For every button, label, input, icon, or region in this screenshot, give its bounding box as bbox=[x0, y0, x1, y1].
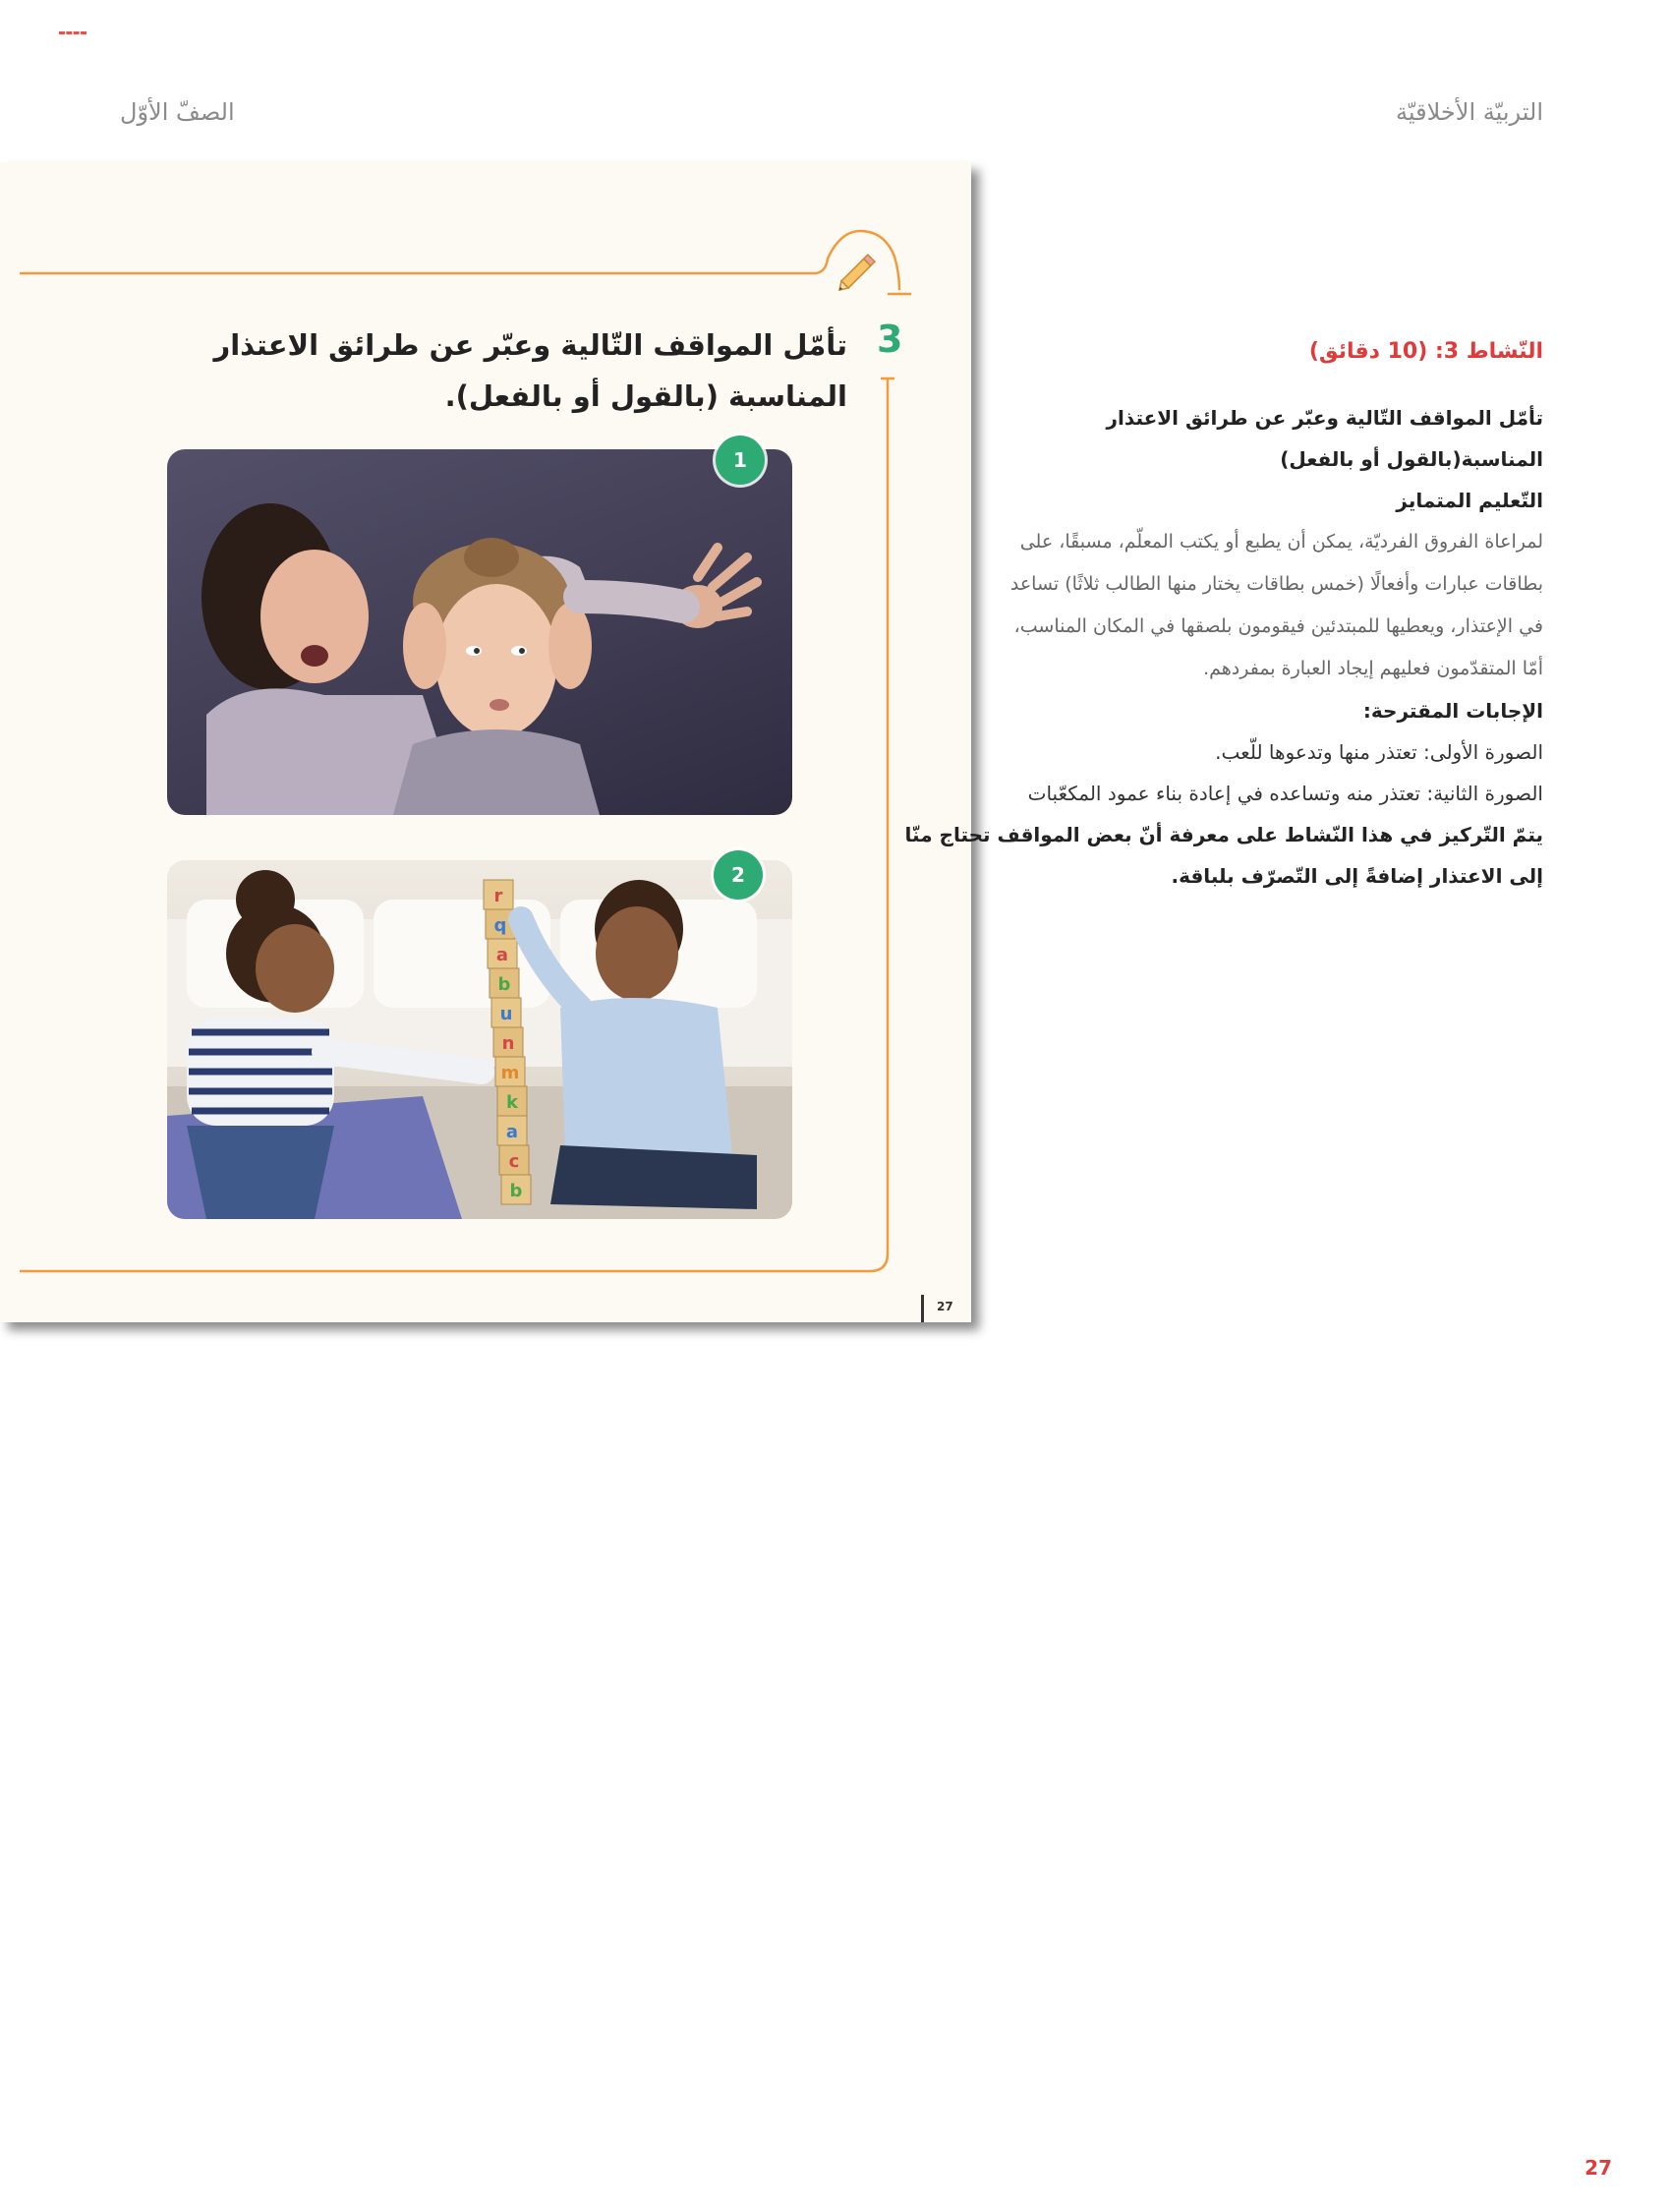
differentiation-title: التّعليم المتمايز bbox=[1396, 489, 1543, 512]
photo-arguing-women bbox=[167, 449, 792, 815]
focus-text: يتمّ التّركيز في هذا النّشاط على معرفة أنّ بعض المواقف تحتاج منّا إلى الاعتذار إضافةً إلى التّصرّف بلباقة. bbox=[904, 823, 1543, 888]
instruction-text: تأمّل المواقف التّالية وعبّر عن طرائق الاعتذار المناسبة(بالقول أو بالفعل) bbox=[1106, 406, 1543, 471]
photo-badge-2: 2 bbox=[714, 850, 763, 900]
photo-badge-1: 1 bbox=[716, 436, 765, 485]
header-grade: الصفّ الأوّل bbox=[120, 98, 235, 126]
footer-page-number: 27 bbox=[1585, 2156, 1612, 2180]
svg-text:k: k bbox=[506, 1092, 518, 1113]
answer-2: الصورة الثانية: تعتذر منه وتساعده في إعادة بناء عمود المكعّبات bbox=[1027, 782, 1543, 805]
teacher-notes bbox=[904, 339, 1543, 897]
answers-title: الإجابات المقترحة: bbox=[1362, 699, 1543, 723]
svg-text:c: c bbox=[508, 1151, 520, 1172]
activity-heading: النّشاط 3: (10 دقائق) bbox=[1308, 339, 1543, 364]
pencil-icon bbox=[834, 247, 883, 296]
differentiation-text: لمراعاة الفروق الفرديّة، يمكن أن يطبع أو يكتب المعلّم، مسبقًا، على بطاقات عبارات وأفعالًا (خمس بطاقات يختار منها الطالب ثلاثًا) تساعد في الإعتذار، ويعطيها للمبتدئين فيقومون بلصقها في المكان المناسب، أمّا المتقدّمون فعليهم إيجاد العبارة بمفردهم. bbox=[1009, 531, 1543, 679]
book-page-number: 27 bbox=[937, 1300, 953, 1313]
book-page-number-divider bbox=[921, 1295, 924, 1322]
svg-text:r: r bbox=[493, 886, 503, 906]
svg-text:n: n bbox=[501, 1033, 515, 1054]
header-subject: التربيّة الأخلاقيّة bbox=[1396, 98, 1543, 126]
svg-text:u: u bbox=[499, 1004, 513, 1024]
student-book-page bbox=[0, 162, 971, 1322]
photo-children-blocks bbox=[167, 860, 792, 1219]
svg-text:a: a bbox=[505, 1122, 519, 1142]
top-corner-mark bbox=[59, 31, 86, 34]
svg-text:b: b bbox=[497, 974, 511, 995]
svg-text:a: a bbox=[495, 945, 509, 965]
svg-text:m: m bbox=[500, 1063, 520, 1083]
answer-1: الصورة الأولى: تعتذر منها وتدعوها للّعب. bbox=[1215, 740, 1543, 764]
activity-title: تأمّل المواقف التّالية وعبّر عن طرائق الاعتذار المناسبة (بالقول أو بالفعل). bbox=[213, 328, 847, 413]
activity-number: 3 bbox=[877, 318, 903, 361]
svg-text:q: q bbox=[493, 915, 507, 936]
svg-text:b: b bbox=[509, 1181, 523, 1201]
